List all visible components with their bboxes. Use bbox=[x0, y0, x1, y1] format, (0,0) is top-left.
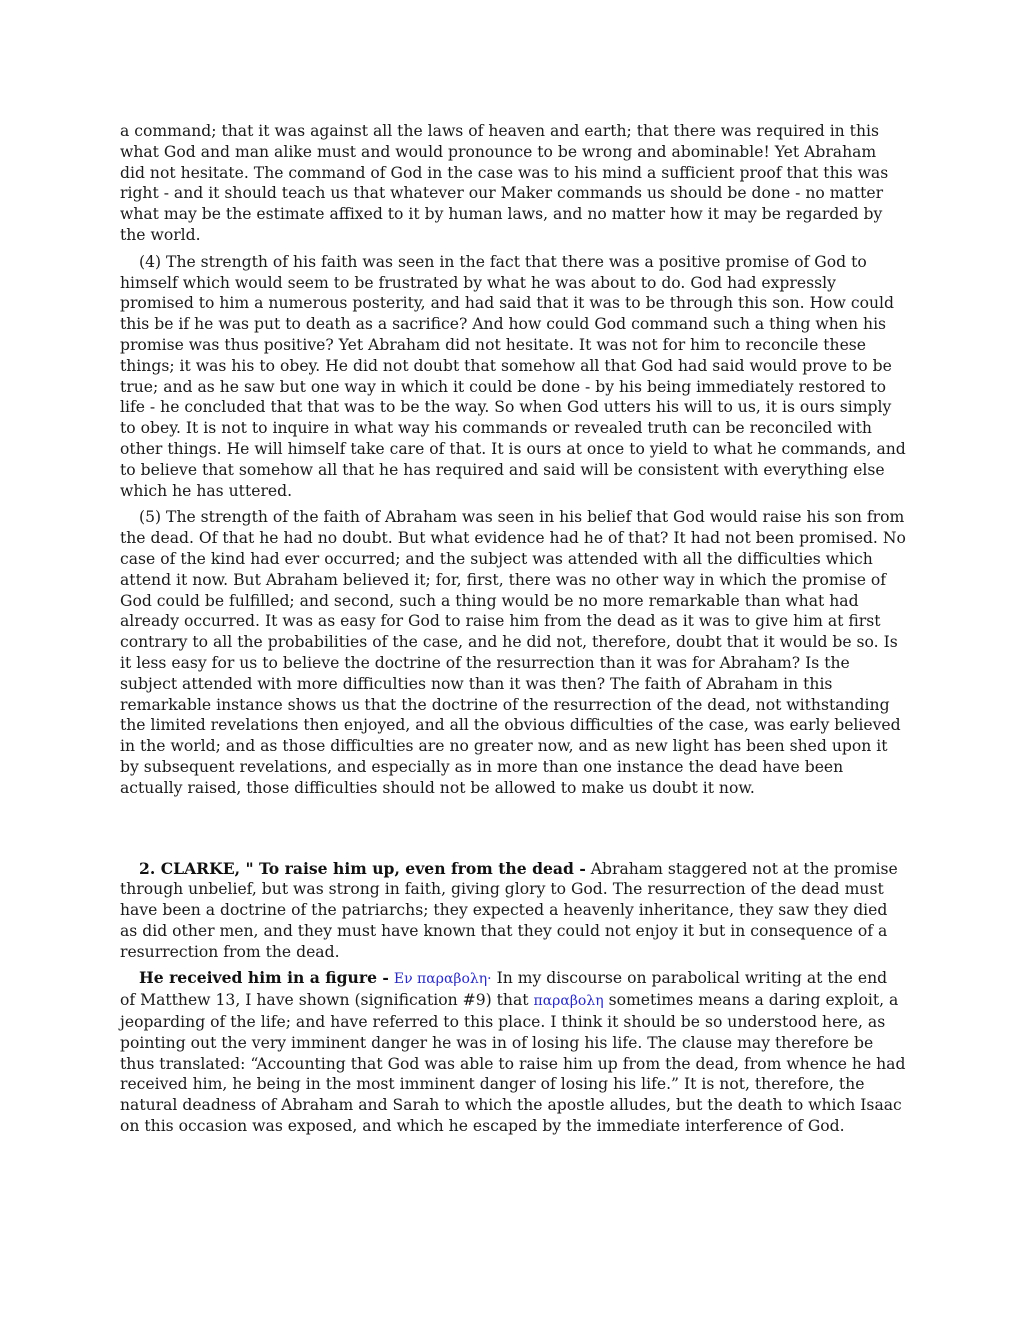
clarke-heading: 2. CLARKE, " To raise him up, even from the dead - bbox=[139, 858, 586, 878]
paragraph-point-5: (5) The strength of the faith of Abraham was seen in his belief that God would raise his son from the dead. Of that he had no doubt. But what evidence had he of that? It had not been promised. No case of the kind had ever occurred; and the subject was attended with all the difficulties which attend it now. But Abraham believed it; for, first, there was no other way in which the promise of God could be fulfilled; and second, such a thing would be no more remarkable than what had already occurred. It was as easy for God to raise him from the dead as it was to give him at first contrary to all the probabilities of the case, and he did not, therefore, doubt that it would be so. Is it less easy for us to believe the doctrine of the resurrection than it was for Abraham? Is the subject attended with more difficulties now than it was then? The faith of Abraham in this remarkable instance shows us that the doctrine of the resurrection of the dead, not withstanding the limited revelations then enjoyed, and all the obvious difficulties of the case, was early believed in the world; and as those difficulties are no greater now, and as new light has been shed upon it by subsequent revelations, and especially as in more than one instance the dead have been actually raised, those difficulties should not be allowed to make us doubt it now. bbox=[120, 508, 906, 797]
figure-text-2: sometimes means a daring exploit, a jeoparding of the life; and have referred to this place. I think it should be so understood here, as pointing out the very imminent danger he was in of losing his life. The clause may therefore be thus translated: “Accounting that God was able to raise him up from the dead, from whence he had received him, he being in the most imminent danger of losing his life.” It is not, therefore, the natural deadness of Abraham and Sarah to which the apostle alludes, but the death to which Isaac on this occasion was exposed, and which he escaped by the immediate interference of God. bbox=[120, 991, 906, 1136]
section-spacer bbox=[120, 805, 906, 859]
greek-word-parabole: παραβολη bbox=[533, 993, 604, 1010]
paragraph-command: a command; that it was against all the laws of heaven and earth; that there was required in this what God and man alike must and would pronounce to be wrong and abominable! Yet Abraham did not hesitate. The command of God in the case was to his mind a sufficient proof that this was right - and it should teach us that whatever our Maker commands us should be done - no matter what may be the estimate affixed to it by human laws, and no matter how it may be regarded by the world. bbox=[120, 122, 889, 244]
paragraph-point-4: (4) The strength of his faith was seen in the fact that there was a positive promise of God to himself which would seem to be frustrated by what he was about to do. God had expressly promised to him a numerous posterity, and had said that it was to be through this son. How could this be if he was put to death as a sacrifice? And how could God command such a thing when his promise was thus positive? Yet Abraham did not hesitate. It was not for him to reconcile these things; it was his to obey. He did not doubt that somehow all that God had said would prove to be true; and as he saw but one way in which it could be done - by his being immediately restored to life - he concluded that that was to be the way. So when God utters his will to us, it is ours simply to obey. It is not to inquire in what way his commands or revealed truth can be reconciled with other things. He will himself take care of that. It is ours at once to yield to what he commands, and to believe that somehow all that he has required and said will be consistent with everything else which he has uttered. bbox=[120, 252, 906, 500]
figure-text-1: In my discourse on parabolical writing at the end of Matthew 13, I have shown (signification #9) that bbox=[120, 969, 888, 1010]
clarke-body: Abraham staggered not at the promise through unbelief, but was strong in faith, giving glory to God. The resurrection of the dead must have been a doctrine of the patriarchs; they expected a heavenly inheritance, they saw they died as did other men, and they must have known that they could not enjoy it but in consequence of a resurrection from the dead. bbox=[120, 859, 898, 961]
paragraph-figure bbox=[120, 968, 906, 1136]
greek-phrase-en-parabole: Εν παραβολη· bbox=[393, 971, 492, 988]
paragraph-clarke bbox=[120, 859, 906, 963]
document-page bbox=[120, 121, 906, 1143]
figure-heading: He received him in a figure - bbox=[139, 968, 389, 988]
